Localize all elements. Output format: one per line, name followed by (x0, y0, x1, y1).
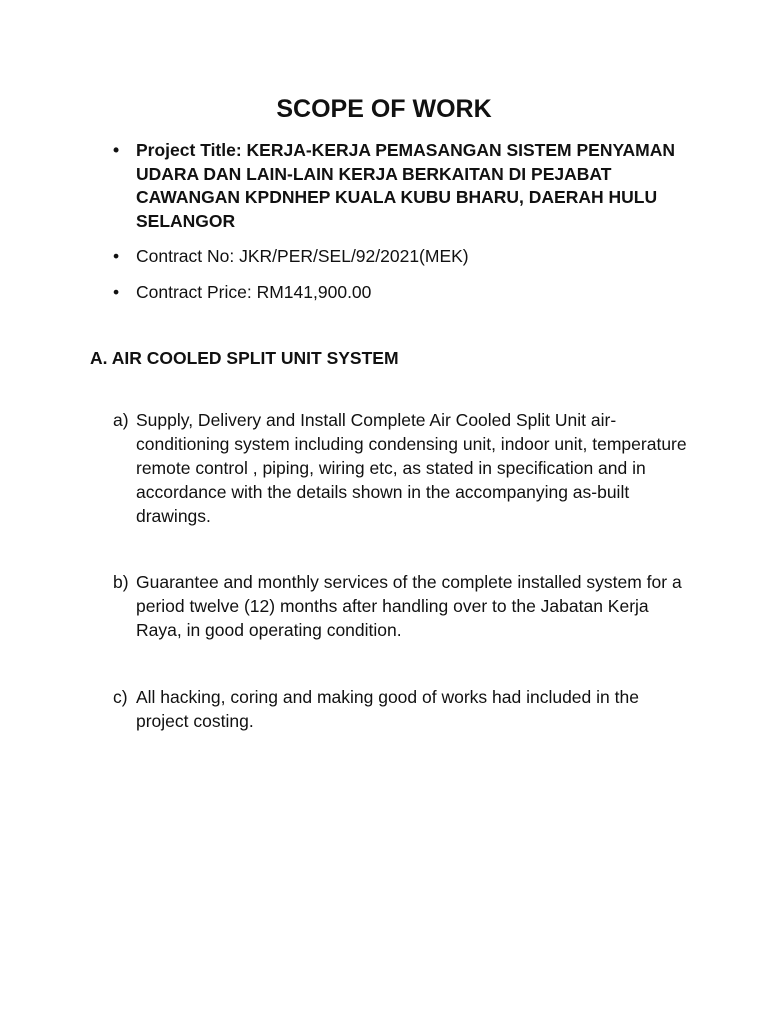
project-info-list (110, 139, 710, 304)
bullet-marker: • (113, 281, 120, 302)
item-marker: b) (113, 572, 129, 592)
project-title-text: Project Title: KERJA-KERJA PEMASANGAN SISTEM PENYAMAN UDARA DAN LAIN-LAIN KERJA BERKAITAN DI PEJABAT CAWANGAN KPDNHEP KUALA KUBU BHARU, DAERAH HULU SELANGOR (136, 140, 676, 231)
contract-no-text: Contract No: JKR/PER/SEL/92/2021(MEK) (136, 246, 469, 266)
item-marker: c) (113, 687, 128, 707)
scope-item-c (113, 685, 693, 733)
item-text: Supply, Delivery and Install Complete Air Cooled Split Unit air-conditioning system including condensing unit, indoor unit, temperature remote control , piping, wiring etc, as stated in specification and in accordance with the details shown in the accompanying as-built drawings. (136, 410, 687, 526)
item-marker: a) (113, 410, 129, 430)
contract-price-item (110, 281, 710, 305)
contract-no-item (110, 245, 710, 269)
project-title-item (110, 139, 710, 233)
item-text: Guarantee and monthly services of the complete installed system for a period twelve (12) months after handling over to the Jabatan Kerja Raya, in good operating condition. (136, 572, 682, 640)
bullet-marker: • (113, 140, 120, 160)
bullet-marker: • (113, 246, 120, 266)
section-heading: A. AIR COOLED SPLIT UNIT SYSTEM (90, 348, 399, 368)
page-title: SCOPE OF WORK (276, 95, 492, 123)
scope-item-a (113, 408, 693, 528)
contract-price-text: Contract Price: RM141,900.00 (136, 281, 372, 302)
scope-item-b (113, 570, 693, 642)
item-text: All hacking, coring and making good of works had included in the project costing. (136, 687, 639, 731)
